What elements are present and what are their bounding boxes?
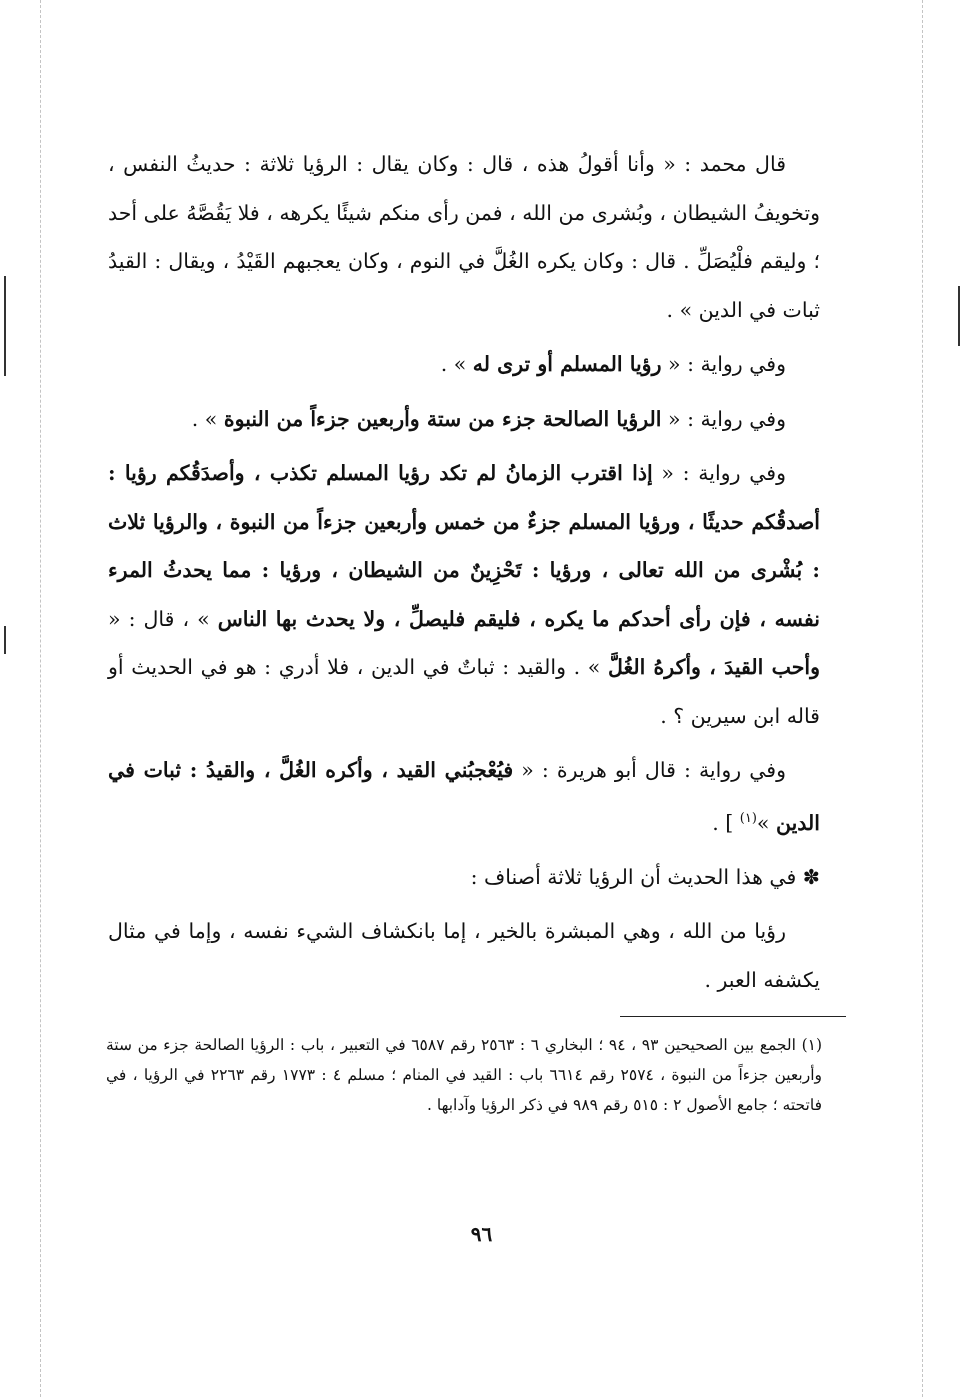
- hadith-text-bold: رؤيا المسلم أو ترى له: [472, 352, 662, 376]
- quote-close: » .: [440, 352, 473, 376]
- paragraph-6: ✽ في هذا الحديث أن الرؤيا ثلاثة أصناف :: [470, 864, 820, 889]
- quote-close: » . والقيد : ثباتٌ في الدين ، فلا أدري : هو في الحديث أو قاله ابن سيرين ؟ .: [108, 655, 820, 728]
- scan-guide-line: [922, 0, 923, 1397]
- quote-close: » .: [191, 406, 224, 431]
- margin-mark: [4, 276, 6, 376]
- paragraph-5: [108, 746, 820, 847]
- main-text: [108, 140, 820, 1010]
- margin-mark: [4, 626, 6, 654]
- paragraph-7: رؤيا من الله ، وهي المبشرة بالخير ، إما بانكشاف الشيء نفسه ، وإما في مثال يكشفه العبر .: [108, 919, 820, 992]
- hadith-text-bold: فيُعْجبُني القيد ، وأكره الغُلَّ ، والقيدُ : ثبات في الدين: [108, 758, 820, 835]
- paragraph-4: [108, 449, 820, 740]
- footnote: (١) الجمع بين الصحيحين ٩٣ ، ٩٤ ؛ البخاري ٦ : ٢٥٦٣ رقم ٦٥٨٧ في التعبير ، باب : الرؤيا الصالحة جزء من ستة وأربعين جزءاً من النبوة ، ٢٥٧٤ رقم ٦٦١٤ باب : القيد في المنام ؛ مسلم ٤ : ١٧٧٣ رقم ٢٢٦٣ في الرؤيا ، في فاتحته ؛ جامع الأصول ٢ : ٥١٥ رقم ٩٨٩ في ذكر الرؤيا وآدابها .: [106, 1036, 823, 1114]
- quote-intro: وفي رواية : «: [661, 406, 786, 431]
- quote-intro: وفي رواية : قال أبو هريرة : «: [513, 758, 786, 782]
- page-number: ٩٦: [470, 1222, 493, 1246]
- quote-end: ] .: [712, 810, 740, 835]
- quote-intro: وفي رواية : «: [661, 352, 786, 376]
- hadith-text-bold: إذا اقترب الزمانُ لم تكد رؤيا المسلم تكذب ، وأصدَقُكم رؤيا : أصدقُكم حديثًا ، ورؤيا المسلم جزءٌ من خمس وأربعين جزءاً من النبوة ، والرؤيا ثلاث : بُشْرى من الله تعالى ، ورؤيا : تَحْزِينٌ من الشيطان ، ورؤيا : مما يحدثُ المرء نفسه ، فإن رأى أحدكم ما يكره ، فليقم فليصلِّ ، ولا يحدث بها الناس: [108, 461, 820, 631]
- hadith-text-bold: وأحب القيدَ ، وأكرهُ الغُلَّ: [607, 655, 820, 679]
- quote-intro: وفي رواية : «: [652, 461, 786, 485]
- hadith-text-bold: الرؤيا الصالحة جزء من ستة وأربعين جزءاً من النبوة: [223, 406, 662, 431]
- footnote-reference[interactable]: (١): [739, 810, 757, 826]
- paragraph-2: [108, 340, 820, 389]
- footnote-divider: [620, 1016, 846, 1017]
- paragraph-1: قال محمد : « وأنا أقولُ هذه ، قال : وكان يقال : الرؤيا ثلاثة : حديثُ النفس ، وتخويفُ الشيطان ، وبُشرى من الله ، فمن رأى منكم شيئًا يكرهه ، فلا يَقُصَّهُ على أحد ؛ وليقم فلْيُصَلِّ . قال : وكان يكره الغُلَّ في النوم ، وكان يعجبهم القَيْدُ ، ويقال : القيدُ ثبات في الدين » .: [108, 152, 820, 322]
- paragraph-3: [108, 395, 820, 444]
- quote-close: »: [756, 810, 776, 835]
- scan-guide-line: [40, 0, 41, 1397]
- quote-connector: » ، قال : «: [108, 606, 218, 631]
- margin-mark: [958, 286, 960, 346]
